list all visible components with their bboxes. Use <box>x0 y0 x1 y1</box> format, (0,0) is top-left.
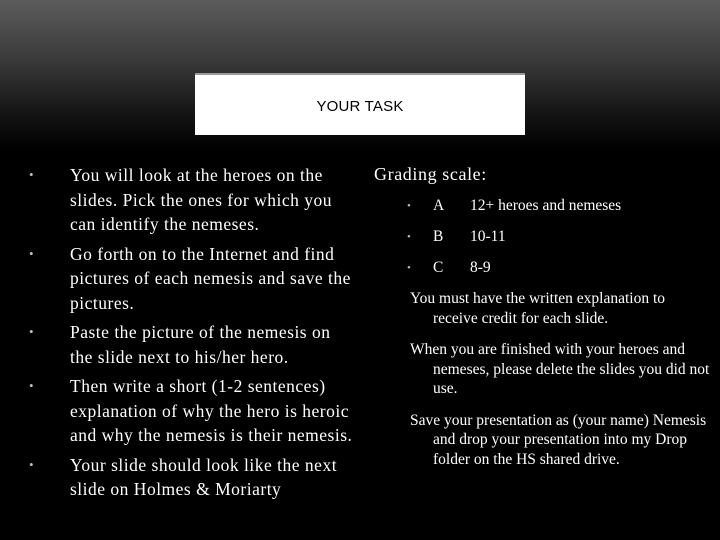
title-box <box>195 73 525 135</box>
bullet-icon: • <box>29 167 35 182</box>
instruction-text: You will look at the heroes on the slides. Pick the ones for which you can identify the nemeses. <box>70 165 332 234</box>
bullet-icon: • <box>29 245 35 261</box>
slide-title: YOUR TASK <box>316 97 404 115</box>
bullet-icon: • <box>407 231 411 243</box>
grading-panel <box>374 162 710 481</box>
instruction-text: Go forth on to the Internet and find pictures of each nemesis and save the pictures. <box>70 243 351 313</box>
grade-description: 8-9 <box>470 259 491 276</box>
grade-row <box>374 196 694 227</box>
instruction-text: Paste the picture of the nemesis on the slide next to his/her hero. <box>70 322 331 367</box>
grade-letter: B <box>433 228 444 245</box>
grade-row <box>374 227 694 258</box>
instruction-item <box>26 320 356 369</box>
grade-description: 10-11 <box>470 228 506 245</box>
instruction-item <box>26 374 356 448</box>
grade-letter: C <box>433 259 444 276</box>
grading-title: Grading scale: <box>374 164 487 184</box>
instruction-item <box>26 453 356 502</box>
bullet-icon: • <box>29 378 35 393</box>
bullet-icon: • <box>29 456 35 472</box>
instruction-item <box>26 242 356 316</box>
bullet-icon: • <box>407 200 411 212</box>
instructions-list <box>26 163 356 507</box>
bullet-icon: • <box>29 324 35 339</box>
bullet-icon: • <box>407 262 411 274</box>
grade-letter: A <box>433 197 445 214</box>
grading-note: Save your presentation as (your name) Nemesis and drop your presentation into my Drop folder on the HS shared drive. <box>410 411 707 468</box>
instruction-text: Your slide should look like the next slide on Holmes & Moriarty <box>70 454 338 499</box>
instruction-text: Then write a short (1-2 sentences) explanation of why the hero is heroic and why the nemesis is their nemesis. <box>70 376 353 445</box>
instruction-item <box>26 163 356 237</box>
grade-description: 12+ heroes and nemeses <box>470 197 622 214</box>
grade-row <box>374 258 694 289</box>
grading-note: You must have the written explanation to receive credit for each slide. <box>410 290 666 327</box>
grading-note: When you are finished with your heroes and nemeses, please delete the slides you did not use. <box>410 341 710 397</box>
